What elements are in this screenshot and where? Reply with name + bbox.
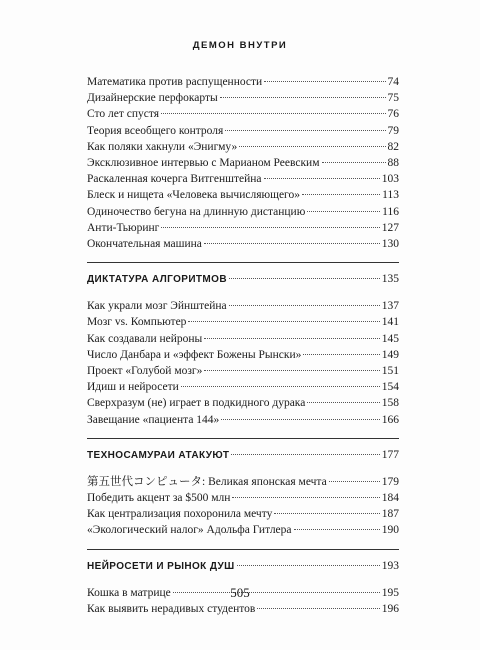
dot-leader <box>229 305 380 306</box>
toc-entry <box>87 74 399 90</box>
dot-leader <box>322 162 386 163</box>
entry-page: 82 <box>387 140 399 153</box>
entry-page: 88 <box>387 157 399 170</box>
chapter-title: ТЕХНОСАМУРАИ АТАКУЮТ <box>87 449 230 461</box>
page-number: 505 <box>230 585 250 600</box>
toc-entry <box>87 379 399 395</box>
entry-title: Кошка в матрице <box>87 586 171 599</box>
entry-title: Эксклюзивное интервью с Марианом Реевским <box>87 157 320 170</box>
dot-leader <box>264 178 380 179</box>
entry-title: Одиночество бегуна на длинную дистанцию <box>87 205 306 218</box>
toc-entry <box>87 236 399 252</box>
dot-leader <box>294 529 380 530</box>
entry-title: Как создавали нейроны <box>87 332 203 345</box>
toc-entry <box>87 412 399 428</box>
chapter-heading <box>87 271 399 288</box>
dot-leader <box>231 454 379 455</box>
entry-title: Сто лет спустя <box>87 108 160 121</box>
toc-entry <box>87 220 399 236</box>
dot-leader <box>232 497 379 498</box>
dot-leader <box>220 97 386 98</box>
entry-title: Анти-Тьюринг <box>87 221 160 234</box>
toc-entry <box>87 155 399 171</box>
entry-page: 179 <box>381 475 399 488</box>
toc-entry <box>87 314 399 330</box>
dot-leader <box>274 513 379 514</box>
toc-entry <box>87 601 399 617</box>
entry-page: 103 <box>381 173 399 186</box>
entry-title: Сверхразум (не) играет в подкидного дурака <box>87 397 306 410</box>
dot-leader <box>161 113 385 114</box>
toc-entry <box>87 506 399 522</box>
dot-leader <box>307 402 379 403</box>
dot-leader <box>221 419 379 420</box>
toc-entry <box>87 298 399 314</box>
entry-page: 158 <box>381 397 399 410</box>
entry-page: 74 <box>387 76 399 88</box>
toc-entry <box>87 490 399 506</box>
entry-page: 127 <box>381 221 399 234</box>
entry-title: Как украли мозг Эйнштейна <box>87 300 227 313</box>
table-of-contents <box>87 74 399 617</box>
entry-title: Математика против распущенности <box>87 76 263 88</box>
dot-leader <box>204 338 379 339</box>
entry-page: 145 <box>381 332 399 345</box>
dot-leader <box>188 321 379 322</box>
entry-title: Завещание «пациента 144» <box>87 413 220 426</box>
entry-title: Число Данбара и «эффект Божены Рынски» <box>87 348 302 361</box>
dot-leader <box>264 81 385 82</box>
chapter-title: ДИКТАТУРА АЛГОРИТМОВ <box>87 274 227 286</box>
entry-page: 76 <box>387 108 399 121</box>
entry-title: Как выявить нерадивых студентов <box>87 602 256 615</box>
toc-section <box>87 549 399 617</box>
toc-entry <box>87 331 399 347</box>
dot-leader <box>204 370 379 371</box>
dot-leader <box>237 565 380 566</box>
toc-entry <box>87 171 399 187</box>
toc-entry <box>87 204 399 220</box>
entry-page: 113 <box>382 189 399 202</box>
chapter-page: 135 <box>381 273 399 286</box>
entry-title: Как поляки хакнули «Энигму» <box>87 140 238 153</box>
chapter-page: 177 <box>381 448 399 461</box>
toc-entry <box>87 123 399 139</box>
entry-title: Теория всеобщего контроля <box>87 124 224 137</box>
dot-leader <box>239 146 385 147</box>
chapter-heading <box>87 558 399 575</box>
entry-page: 75 <box>387 92 399 105</box>
dot-leader <box>302 194 380 195</box>
dot-leader <box>161 227 379 228</box>
entry-title: Дизайнерские перфокарты <box>87 92 218 105</box>
entry-page: 79 <box>387 124 399 137</box>
entry-page: 195 <box>381 586 399 599</box>
entry-title: Идиш и нейросети <box>87 381 179 394</box>
entry-title: Как централизация похоронила мечту <box>87 508 273 521</box>
chapter-page: 193 <box>381 559 399 572</box>
toc-entry <box>87 522 399 538</box>
entry-title: «Экологический налог» Адольфа Гитлера <box>87 524 292 537</box>
dot-leader <box>229 278 380 279</box>
chapter-title: НЕЙРОСЕТИ И РЫНОК ДУШ <box>87 560 235 572</box>
entry-title: Раскаленная кочерга Витгенштейна <box>87 173 262 186</box>
entry-title: Проект «Голубой мозг» <box>87 365 203 378</box>
entry-page: 190 <box>381 524 399 537</box>
dot-leader <box>329 481 380 482</box>
entry-page: 141 <box>381 316 399 329</box>
entry-page: 166 <box>381 413 399 426</box>
entry-page: 149 <box>381 348 399 361</box>
dot-leader <box>307 211 380 212</box>
running-head: ДЕМОН ВНУТРИ <box>192 40 288 51</box>
dot-leader <box>257 608 379 609</box>
dot-leader <box>303 354 379 355</box>
entry-title: 第五世代コンピュータ: Великая японская мечта <box>87 475 327 488</box>
toc-entry <box>87 106 399 122</box>
entry-page: 184 <box>381 492 399 505</box>
toc-entry <box>87 395 399 411</box>
entry-title: Блеск и нищета «Человека вычисляющего» <box>87 189 300 202</box>
entry-page: 130 <box>381 238 399 251</box>
toc-entry <box>87 90 399 106</box>
entry-title: Окончательная машина <box>87 238 202 251</box>
entry-title: Мозг vs. Компьютер <box>87 316 187 329</box>
toc-section <box>87 438 399 539</box>
toc-section <box>87 262 399 428</box>
entry-page: 196 <box>381 602 399 615</box>
toc-section <box>87 74 399 252</box>
entry-page: 137 <box>381 300 399 313</box>
dot-leader <box>225 130 385 131</box>
entry-page: 151 <box>381 365 399 378</box>
chapter-heading <box>87 447 399 464</box>
dot-leader <box>204 243 380 244</box>
toc-entry <box>87 139 399 155</box>
dot-leader <box>181 386 380 387</box>
entry-title: Победить акцент за $500 млн <box>87 492 231 505</box>
toc-entry <box>87 474 399 490</box>
entry-page: 154 <box>381 381 399 394</box>
entry-page: 187 <box>381 508 399 521</box>
toc-entry <box>87 363 399 379</box>
entry-page: 116 <box>382 205 399 218</box>
toc-entry <box>87 347 399 363</box>
toc-entry <box>87 187 399 203</box>
